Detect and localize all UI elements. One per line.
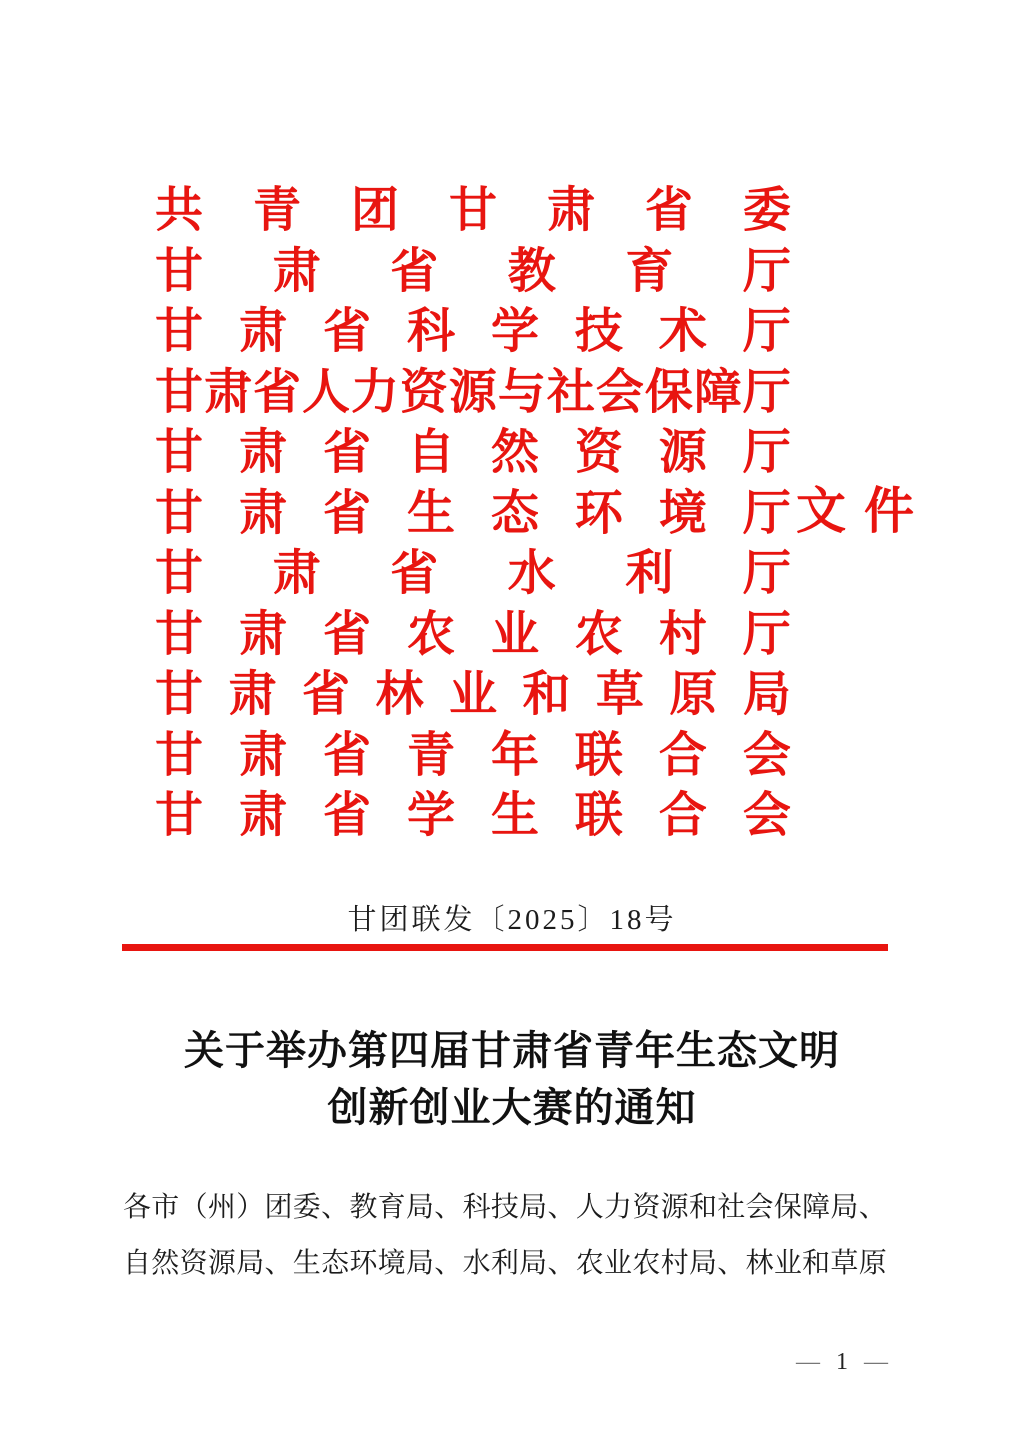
letterhead-line: 甘 肃 省 水 利 厅 (155, 547, 791, 601)
document-number: 甘团联发〔2025〕18号 (347, 904, 677, 936)
document-title-line1: 关于举办第四届甘肃省青年生态文明 (184, 1028, 840, 1073)
footer-dash-right: — (864, 1349, 888, 1375)
letterhead-line: 甘 肃 省 林 业 和 草 原 局 (155, 668, 791, 722)
page-number: 1 (836, 1349, 848, 1375)
red-divider-rule (122, 944, 888, 951)
letterhead-line: 甘 肃 省 自 然 资 源 厅 (155, 426, 791, 480)
letterhead-line: 甘 肃 省 科 学 技 术 厅 (155, 305, 791, 359)
body-line: 各 市 （ 州 ） 团 委 、 教 育 局 、 科 技 局 、 人 力 资 源 和 社 会 保 障 局 、 (123, 1192, 887, 1223)
letterhead-line: 甘 肃 省 人 力 资 源 与 社 会 保 障 厅 (155, 365, 791, 419)
document-title (0, 1022, 1024, 1136)
letterhead-line: 甘 肃 省 生 态 环 境 厅 (155, 486, 791, 540)
page-footer (796, 1349, 888, 1376)
letterhead-line: 共 青 团 甘 肃 省 委 (155, 184, 791, 238)
letterhead-line: 甘 肃 省 教 育 厅 (155, 244, 791, 298)
document-title-line2: 创新创业大赛的通知 (327, 1085, 697, 1130)
letterhead-line: 甘 肃 省 学 生 联 合 会 (155, 789, 791, 843)
footer-dash-left: — (796, 1349, 820, 1375)
letterhead-line: 甘 肃 省 青 年 联 合 会 (155, 728, 791, 782)
letterhead (155, 181, 791, 847)
letterhead-wenjian-label: 文 件 (796, 483, 914, 539)
document-body (123, 1180, 887, 1292)
body-line: 自 然 资 源 局 、 生 态 环 境 局 、 水 利 局 、 农 业 农 村 局 、 林 业 和 草 原 (123, 1248, 887, 1279)
letterhead-line: 甘 肃 省 农 业 农 村 厅 (155, 607, 791, 661)
